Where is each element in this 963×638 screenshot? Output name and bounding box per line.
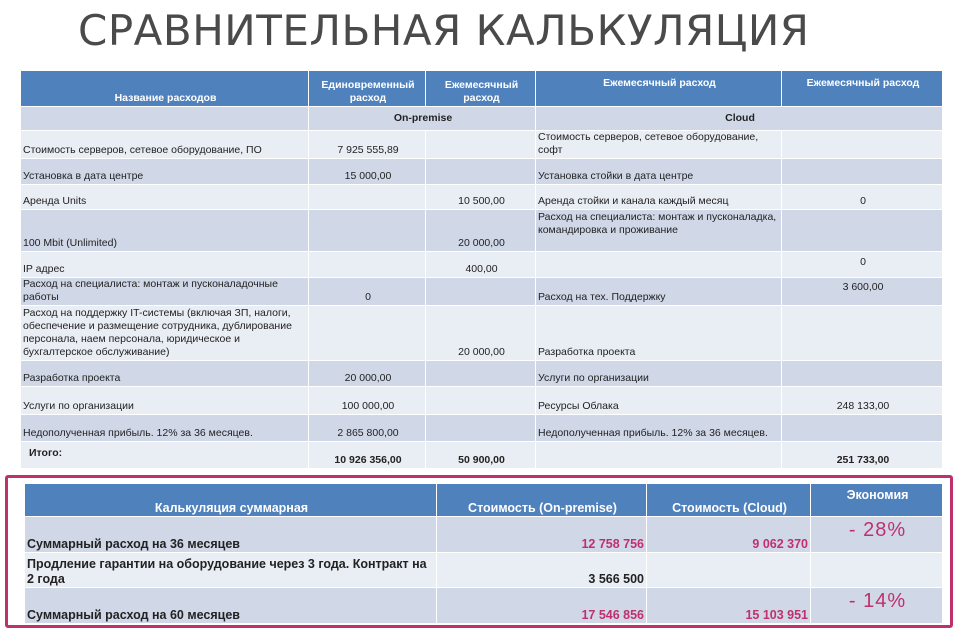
table-cell <box>309 306 426 361</box>
table-cell: Аренда стойки и канала каждый месяц <box>536 185 782 210</box>
summary-row <box>25 517 943 553</box>
table-cell: Недополученная прибыль. 12% за 36 месяцев. <box>21 415 309 442</box>
summary-label: Суммарный расход на 60 месяцев <box>25 588 437 624</box>
total-onetime: 10 926 356,00 <box>309 442 426 469</box>
summary-cloud-value: 9 062 370 <box>647 517 811 553</box>
table-cell: 10 500,00 <box>426 185 536 210</box>
table-row <box>21 185 943 210</box>
summary-cloud-value: 15 103 951 <box>647 588 811 624</box>
table-cell <box>536 442 782 469</box>
table-total-row <box>21 442 943 469</box>
table-row <box>21 159 943 185</box>
table-cell: 20 000,00 <box>426 306 536 361</box>
table-cell <box>426 361 536 387</box>
table-cell: 7 925 555,89 <box>309 131 426 159</box>
total-monthly-cloud: 251 733,00 <box>782 442 943 469</box>
table-row <box>21 278 943 306</box>
table-cell <box>309 210 426 252</box>
table-cell <box>782 306 943 361</box>
table-cell <box>426 131 536 159</box>
table-cell <box>426 159 536 185</box>
header-monthly-cloud: Ежемесячный расход <box>782 71 943 107</box>
table-cell: 20 000,00 <box>309 361 426 387</box>
subheader-onprem: On-premise <box>309 107 536 131</box>
table-cell: Аренда Units <box>21 185 309 210</box>
table-cell: Расход на специалиста: монтаж и пусконаладка, командировка и проживание <box>536 210 782 252</box>
table-header-row <box>21 71 943 107</box>
summary-savings-value: - 28% <box>811 517 943 553</box>
summary-header-onprem: Стоимость (On-premise) <box>437 484 647 517</box>
table-cell: 0 <box>309 278 426 306</box>
header-onetime: Единовременный расход <box>309 71 426 107</box>
table-cell <box>426 415 536 442</box>
table-subheader-row <box>21 107 943 131</box>
table-cell: Недополученная прибыль. 12% за 36 месяцев. <box>536 415 782 442</box>
table-cell: Разработка проекта <box>536 306 782 361</box>
table-cell: Услуги по организации <box>21 387 309 415</box>
table-row <box>21 210 943 252</box>
summary-header-cloud: Стоимость (Cloud) <box>647 484 811 517</box>
table-cell: Стоимость серверов, сетевое оборудование, ПО <box>21 131 309 159</box>
table-cell: Разработка проекта <box>21 361 309 387</box>
summary-onprem-value: 17 546 856 <box>437 588 647 624</box>
table-cell: 3 600,00 <box>782 278 943 306</box>
summary-onprem-value: 12 758 756 <box>437 517 647 553</box>
table-cell: Установка в дата центре <box>21 159 309 185</box>
summary-label: Суммарный расход на 36 месяцев <box>25 517 437 553</box>
summary-cloud-value <box>647 553 811 588</box>
total-monthly-onprem: 50 900,00 <box>426 442 536 469</box>
table-cell <box>426 278 536 306</box>
table-cell: Ресурсы Облака <box>536 387 782 415</box>
summary-row <box>25 553 943 588</box>
table-cell: Расход на тех. Поддержку <box>536 278 782 306</box>
table-row <box>21 387 943 415</box>
total-label: Итого: <box>21 442 309 469</box>
table-row <box>21 131 943 159</box>
summary-onprem-value: 3 566 500 <box>437 553 647 588</box>
table-cell: Установка стойки в дата центре <box>536 159 782 185</box>
table-cell <box>782 415 943 442</box>
table-cell: Стоимость серверов, сетевое оборудование, софт <box>536 131 782 159</box>
table-cell <box>309 252 426 278</box>
table-cell: 15 000,00 <box>309 159 426 185</box>
table-row <box>21 252 943 278</box>
table-cell: Расход на поддержку IT-системы (включая ЗП, налоги, обеспечение и размещение сотрудника, дублирование персонала, наем персонала, юридическое и бухгалтерское обслуживание) <box>21 306 309 361</box>
table-row <box>21 361 943 387</box>
summary-savings-value <box>811 553 943 588</box>
table-cell <box>782 210 943 252</box>
table-cell <box>536 252 782 278</box>
table-cell <box>782 131 943 159</box>
header-expense-name: Название расходов <box>21 71 309 107</box>
table-cell: 400,00 <box>426 252 536 278</box>
table-cell: 0 <box>782 252 943 278</box>
cost-comparison-table <box>20 70 943 469</box>
summary-header-savings: Экономия <box>811 484 943 517</box>
summary-savings-value: - 14% <box>811 588 943 624</box>
table-cell <box>309 185 426 210</box>
table-cell <box>782 361 943 387</box>
table-cell <box>21 107 309 131</box>
table-cell: 2 865 800,00 <box>309 415 426 442</box>
summary-header-row <box>25 484 943 517</box>
summary-table <box>24 483 943 624</box>
table-cell: 20 000,00 <box>426 210 536 252</box>
page-title: СРАВНИТЕЛЬНАЯ КАЛЬКУЛЯЦИЯ <box>78 6 810 55</box>
summary-header-calc: Калькуляция суммарная <box>25 484 437 517</box>
subheader-cloud: Cloud <box>536 107 943 131</box>
table-cell <box>782 159 943 185</box>
table-cell: Услуги по организации <box>536 361 782 387</box>
table-cell: IP адрес <box>21 252 309 278</box>
header-monthly-cloud-name: Ежемесячный расход <box>536 71 782 107</box>
table-row <box>21 415 943 442</box>
header-monthly-onprem: Ежемесячный расход <box>426 71 536 107</box>
table-cell: 100 Mbit (Unlimited) <box>21 210 309 252</box>
table-row <box>21 306 943 361</box>
table-cell: 100 000,00 <box>309 387 426 415</box>
table-cell <box>426 387 536 415</box>
table-cell: 0 <box>782 185 943 210</box>
summary-label: Продление гарантии на оборудование через 3 года. Контракт на 2 года <box>25 553 437 588</box>
table-cell: 248 133,00 <box>782 387 943 415</box>
table-cell: Расход на специалиста: монтаж и пусконаладочные работы <box>21 278 309 306</box>
summary-row <box>25 588 943 624</box>
